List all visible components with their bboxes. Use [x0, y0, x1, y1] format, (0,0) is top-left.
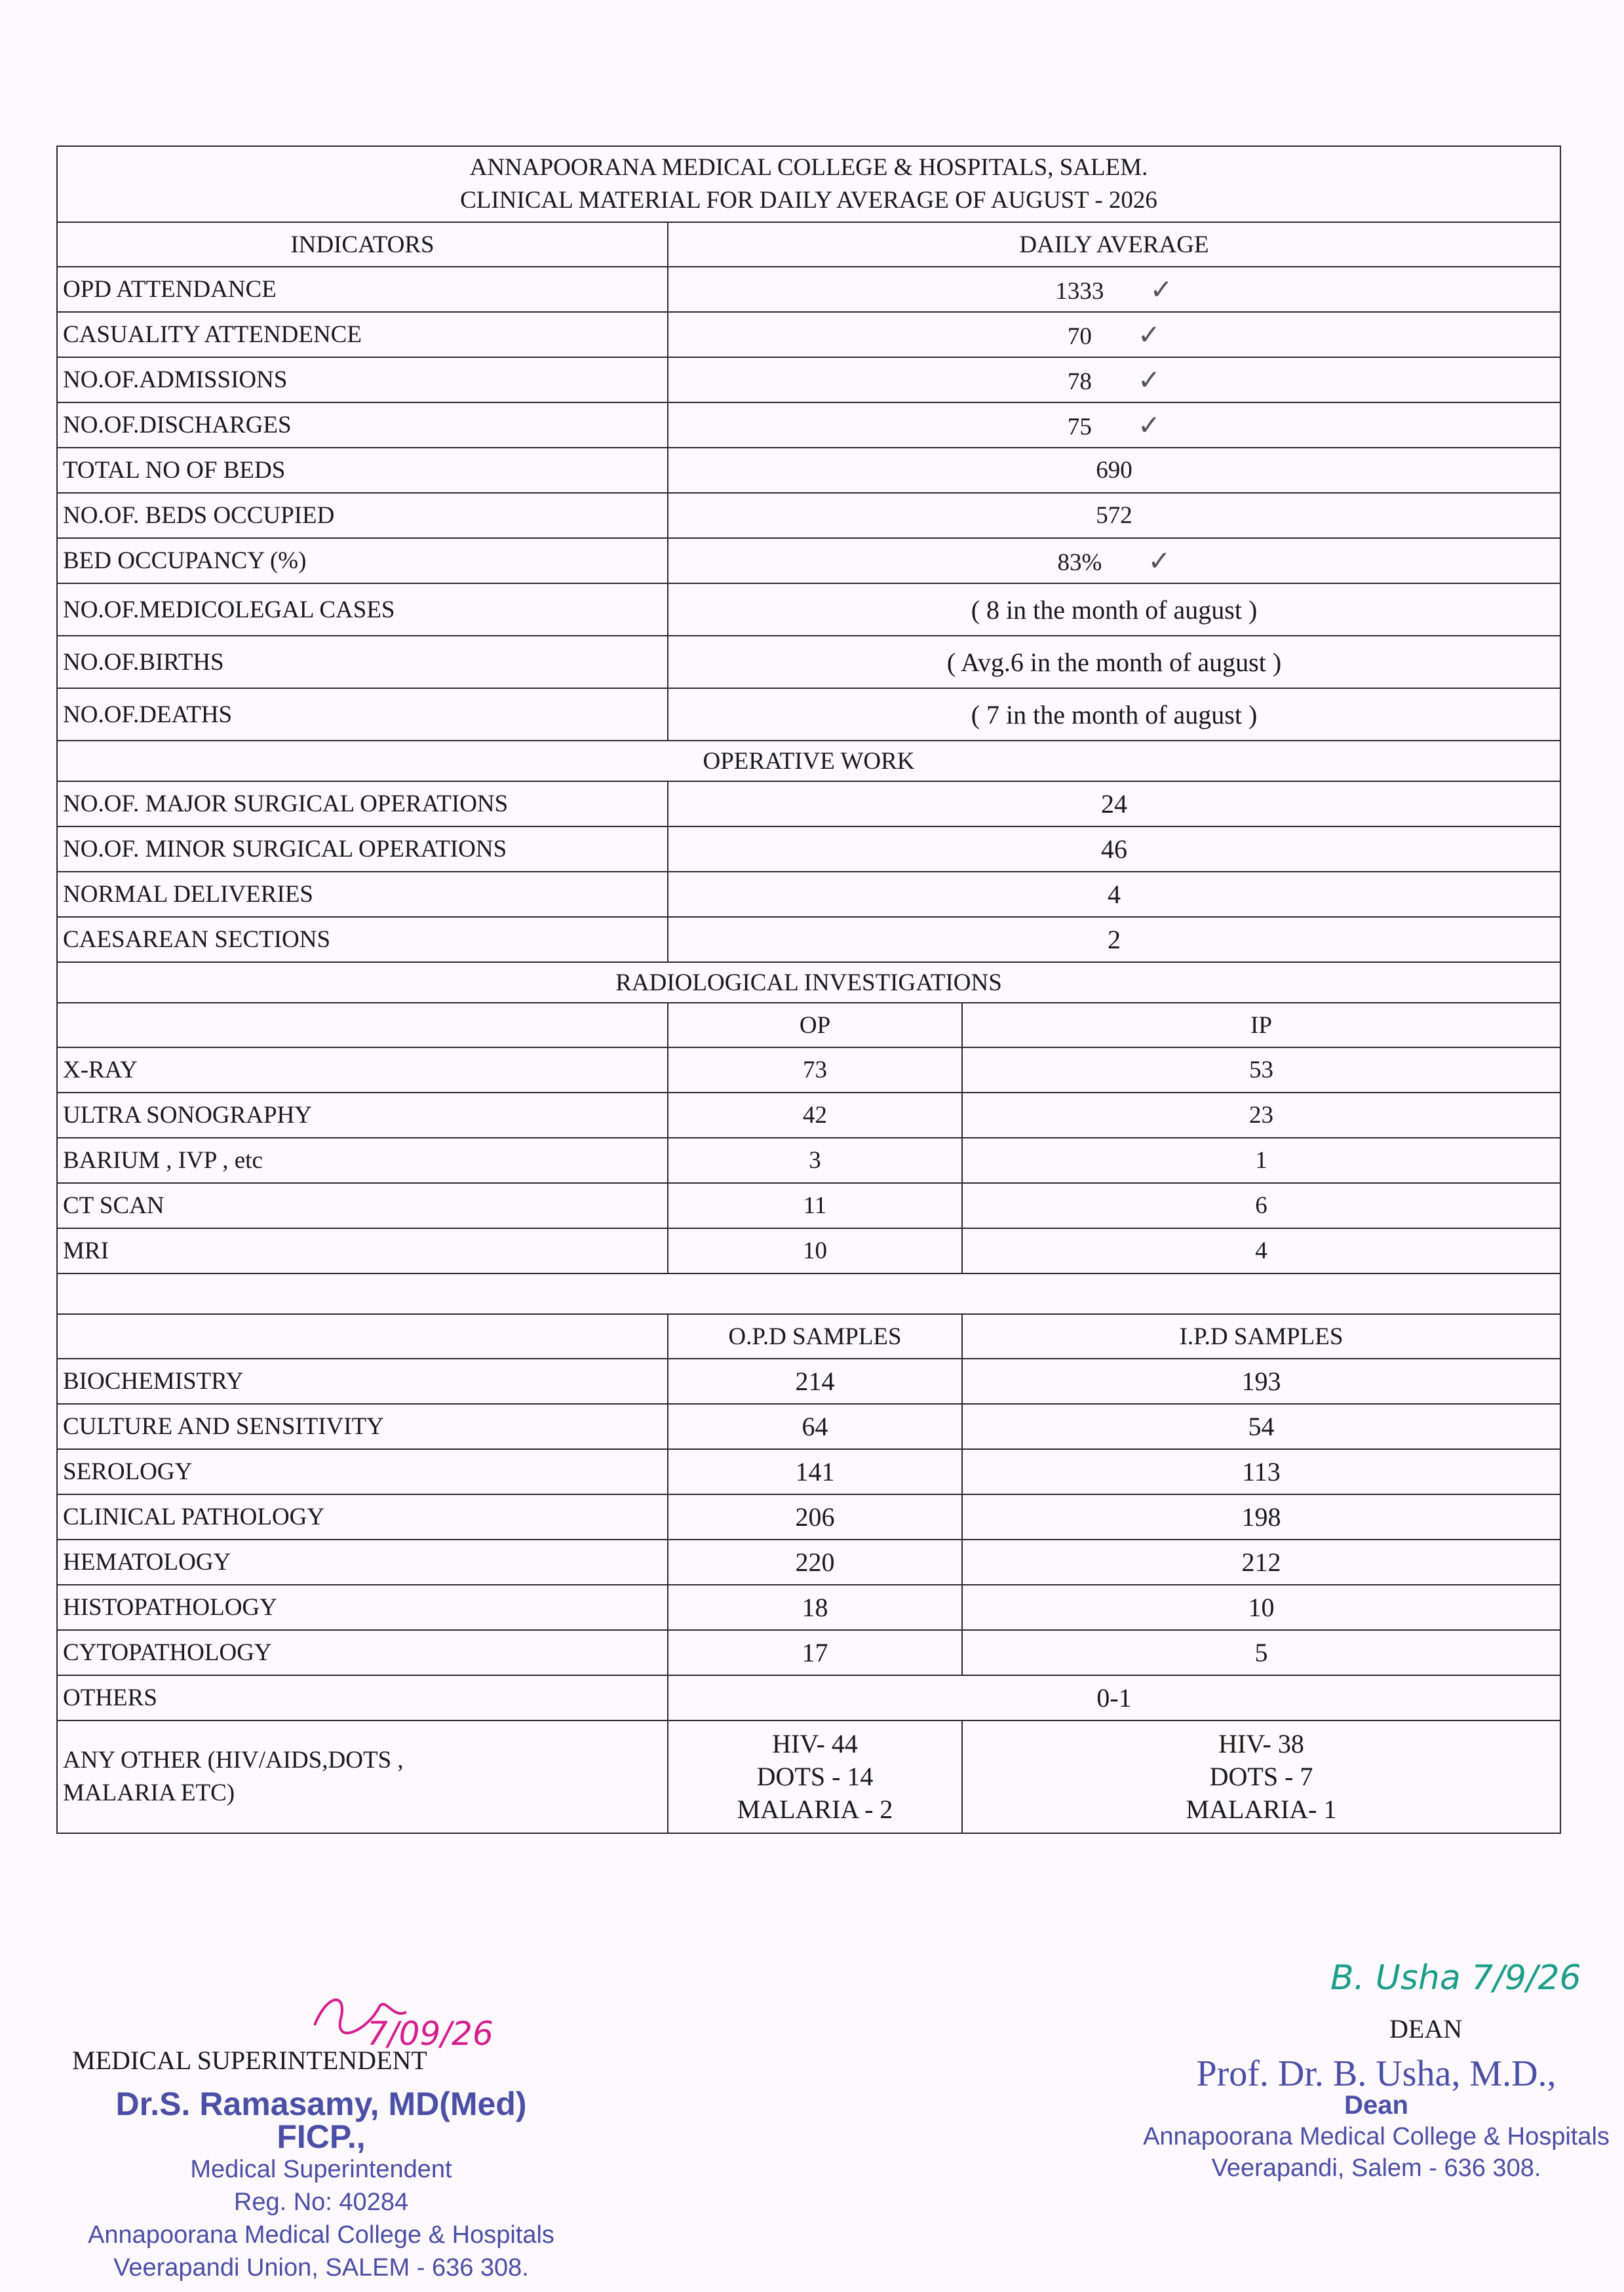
lab-opd: 18	[668, 1585, 962, 1630]
indicator-row	[57, 357, 1560, 402]
radiology-label: ULTRA SONOGRAPHY	[57, 1093, 668, 1138]
radiology-row	[57, 1228, 1560, 1273]
dean-stamp-line1: Dean	[1344, 2091, 1408, 2120]
radiology-heading: RADIOLOGICAL INVESTIGATIONS	[57, 962, 1560, 1003]
check-mark-icon: ✓	[1137, 410, 1161, 441]
any-other-opd-line: DOTS - 14	[756, 1762, 874, 1791]
radiology-row	[57, 1093, 1560, 1138]
dean-stamp	[1140, 2053, 1612, 2184]
indicator-row	[57, 636, 1560, 688]
operative-value: 2	[668, 917, 1560, 962]
ms-stamp-line3: Annapoorana Medical College & Hospitals	[88, 2221, 554, 2249]
indicator-row	[57, 267, 1560, 312]
lab-blank-header	[57, 1314, 668, 1359]
indicator-value-text: ( Avg.6 in the month of august )	[946, 647, 1282, 677]
ms-stamp-line4: Veerapandi Union, SALEM - 636 308.	[113, 2254, 529, 2282]
indicator-row	[57, 538, 1560, 583]
any-other-opd	[668, 1720, 962, 1833]
lab-label: BIOCHEMISTRY	[57, 1359, 668, 1404]
indicator-row	[57, 312, 1560, 357]
any-other-opd-line: HIV- 44	[772, 1729, 858, 1758]
operative-label: NORMAL DELIVERIES	[57, 872, 668, 917]
radiology-row	[57, 1138, 1560, 1183]
any-other-row	[57, 1720, 1560, 1833]
operative-row	[57, 826, 1560, 872]
check-mark-icon: ✓	[1150, 275, 1173, 305]
ms-stamp	[79, 2088, 564, 2284]
spacer-row	[57, 1273, 1560, 1314]
indicator-label: OPD ATTENDANCE	[57, 267, 668, 312]
check-mark-icon: ✓	[1137, 320, 1161, 351]
lab-ipd: 5	[962, 1630, 1560, 1675]
radiology-ip: 1	[962, 1138, 1560, 1183]
dean-handwritten: B. Usha 7/9/26	[1330, 1958, 1581, 1998]
indicator-label: CASUALITY ATTENDENCE	[57, 312, 668, 357]
radiology-label: CT SCAN	[57, 1183, 668, 1228]
radiology-label: MRI	[57, 1228, 668, 1273]
indicator-value-text: 83%	[1057, 549, 1102, 576]
ms-stamp-line1: Medical Superintendent	[190, 2156, 452, 2183]
lab-header-row	[57, 1314, 1560, 1359]
lab-ipd: 193	[962, 1359, 1560, 1404]
document-title	[57, 146, 1560, 222]
any-other-ipd-line: HIV- 38	[1218, 1729, 1304, 1758]
indicator-value	[668, 402, 1560, 448]
lab-row	[57, 1540, 1560, 1585]
radiology-blank-header	[57, 1003, 668, 1047]
lab-ipd: 212	[962, 1540, 1560, 1585]
col-opd-samples: O.P.D SAMPLES	[668, 1314, 962, 1359]
operative-label: NO.OF. MINOR SURGICAL OPERATIONS	[57, 826, 668, 872]
lab-opd: 64	[668, 1404, 962, 1449]
operative-heading: OPERATIVE WORK	[57, 741, 1560, 781]
radiology-row	[57, 1183, 1560, 1228]
radiology-row	[57, 1047, 1560, 1093]
dean-stamp-line3: Veerapandi, Salem - 636 308.	[1211, 2154, 1541, 2182]
radiology-op: 11	[668, 1183, 962, 1228]
dean-signature	[1324, 1940, 1599, 2012]
lab-row	[57, 1494, 1560, 1540]
dean-stamp-line2: Annapoorana Medical College & Hospitals	[1143, 2123, 1610, 2150]
indicator-label: NO.OF. BEDS OCCUPIED	[57, 493, 668, 538]
lab-label: CYTOPATHOLOGY	[57, 1630, 668, 1675]
lab-ipd: 10	[962, 1585, 1560, 1630]
any-other-ipd-line: DOTS - 7	[1209, 1762, 1313, 1791]
radiology-op: 10	[668, 1228, 962, 1273]
lab-label: SEROLOGY	[57, 1449, 668, 1494]
radiology-op: 42	[668, 1093, 962, 1138]
any-other-opd-line: MALARIA - 2	[737, 1795, 893, 1824]
radiology-header-row	[57, 1003, 1560, 1047]
lab-label: CLINICAL PATHOLOGY	[57, 1494, 668, 1540]
indicator-value	[668, 583, 1560, 636]
lab-row	[57, 1404, 1560, 1449]
indicator-value-text: 78	[1067, 368, 1092, 395]
indicator-value-text: ( 8 in the month of august )	[971, 594, 1258, 625]
indicator-row	[57, 688, 1560, 741]
radiology-ip: 4	[962, 1228, 1560, 1273]
any-other-ipd-line: MALARIA- 1	[1186, 1795, 1337, 1824]
col-ipd-samples: I.P.D SAMPLES	[962, 1314, 1560, 1359]
operative-label: NO.OF. MAJOR SURGICAL OPERATIONS	[57, 781, 668, 826]
lab-opd: 17	[668, 1630, 962, 1675]
col-op: OP	[668, 1003, 962, 1047]
indicator-row	[57, 493, 1560, 538]
dean-stamp-name: Prof. Dr. B. Usha, M.D.,	[1196, 2053, 1556, 2094]
lab-opd: 220	[668, 1540, 962, 1585]
indicator-label: NO.OF.MEDICOLEGAL CASES	[57, 583, 668, 636]
indicator-value	[668, 357, 1560, 402]
lab-label: HISTOPATHOLOGY	[57, 1585, 668, 1630]
lab-opd: 141	[668, 1449, 962, 1494]
lab-row	[57, 1630, 1560, 1675]
indicator-row	[57, 583, 1560, 636]
radiology-op: 3	[668, 1138, 962, 1183]
lab-row	[57, 1359, 1560, 1404]
col-indicators: INDICATORS	[57, 222, 668, 267]
ms-stamp-name: Dr.S. Ramasamy, MD(Med) FICP.,	[115, 2086, 527, 2155]
operative-value: 4	[668, 872, 1560, 917]
operative-value: 46	[668, 826, 1560, 872]
others-row	[57, 1675, 1560, 1720]
lab-ipd: 198	[962, 1494, 1560, 1540]
radiology-label: BARIUM , IVP , etc	[57, 1138, 668, 1183]
dean-label: DEAN	[1389, 2014, 1463, 2044]
indicator-value-text: 1333	[1055, 277, 1104, 305]
indicator-value-text: 572	[1096, 502, 1132, 529]
indicator-label: BED OCCUPANCY (%)	[57, 538, 668, 583]
clinical-material-table	[56, 146, 1560, 1834]
col-ip: IP	[962, 1003, 1560, 1047]
ms-signature	[288, 1979, 564, 2058]
title-line-2: CLINICAL MATERIAL FOR DAILY AVERAGE OF AUGUST - 2026	[460, 187, 1157, 214]
others-value: 0-1	[668, 1675, 1560, 1720]
check-mark-icon: ✓	[1148, 546, 1171, 577]
spacer-cell	[57, 1273, 1560, 1314]
col-daily-average: DAILY AVERAGE	[668, 222, 1560, 267]
lab-opd: 214	[668, 1359, 962, 1404]
lab-row	[57, 1585, 1560, 1630]
indicator-value	[668, 493, 1560, 538]
lab-ipd: 54	[962, 1404, 1560, 1449]
indicator-value-text: 690	[1096, 457, 1132, 484]
indicator-label: NO.OF.DEATHS	[57, 688, 668, 741]
indicator-label: NO.OF.ADMISSIONS	[57, 357, 668, 402]
radiology-heading-row	[57, 962, 1560, 1003]
check-mark-icon: ✓	[1137, 365, 1161, 396]
lab-opd: 206	[668, 1494, 962, 1540]
operative-heading-row	[57, 741, 1560, 781]
medical-superintendent-label: MEDICAL SUPERINTENDENT	[72, 2046, 427, 2075]
title-line-1: ANNAPOORANA MEDICAL COLLEGE & HOSPITALS, SALEM.	[469, 154, 1148, 181]
indicator-value-text: 70	[1067, 322, 1092, 350]
any-other-label-line: MALARIA ETC)	[63, 1779, 235, 1806]
operative-row	[57, 872, 1560, 917]
operative-row	[57, 917, 1560, 962]
indicator-value	[668, 636, 1560, 688]
lab-ipd: 113	[962, 1449, 1560, 1494]
indicator-value	[668, 448, 1560, 493]
indicator-value	[668, 688, 1560, 741]
indicator-value-text: ( 7 in the month of august )	[971, 699, 1258, 729]
indicator-label: NO.OF.DISCHARGES	[57, 402, 668, 448]
others-label: OTHERS	[57, 1675, 668, 1720]
lab-label: HEMATOLOGY	[57, 1540, 668, 1585]
indicator-value	[668, 267, 1560, 312]
radiology-label: X-RAY	[57, 1047, 668, 1093]
operative-label: CAESAREAN SECTIONS	[57, 917, 668, 962]
radiology-op: 73	[668, 1047, 962, 1093]
indicator-label: NO.OF.BIRTHS	[57, 636, 668, 688]
radiology-ip: 53	[962, 1047, 1560, 1093]
indicator-row	[57, 448, 1560, 493]
radiology-ip: 6	[962, 1183, 1560, 1228]
radiology-ip: 23	[962, 1093, 1560, 1138]
indicator-value	[668, 538, 1560, 583]
ms-stamp-line2: Reg. No: 40284	[233, 2188, 409, 2216]
ms-handwritten-date: 7/09/26	[367, 2015, 493, 2053]
operative-value: 24	[668, 781, 1560, 826]
indicator-value	[668, 312, 1560, 357]
indicator-label: TOTAL NO OF BEDS	[57, 448, 668, 493]
lab-row	[57, 1449, 1560, 1494]
any-other-ipd	[962, 1720, 1560, 1833]
indicator-value-text: 75	[1067, 413, 1092, 440]
any-other-label-line: ANY OTHER (HIV/AIDS,DOTS ,	[63, 1747, 404, 1774]
lab-label: CULTURE AND SENSITIVITY	[57, 1404, 668, 1449]
indicator-row	[57, 402, 1560, 448]
operative-row	[57, 781, 1560, 826]
any-other-label	[57, 1720, 668, 1833]
